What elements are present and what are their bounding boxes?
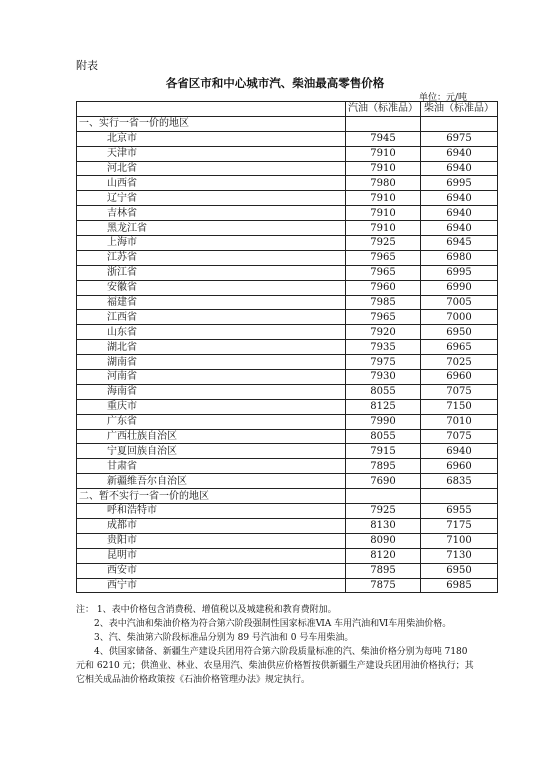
gasoline-price: 7925 xyxy=(346,236,421,251)
table-row xyxy=(77,444,498,459)
note-1: 注： 1、表中价格包含消费税、增值税以及城建税和教育费附加。 xyxy=(76,605,337,615)
diesel-price: 6955 xyxy=(421,504,498,519)
region-name: 重庆市 xyxy=(77,399,346,414)
table-row xyxy=(77,355,498,370)
diesel-price: 6940 xyxy=(421,191,498,206)
diesel-price: 6960 xyxy=(421,370,498,385)
table-row xyxy=(77,221,498,236)
region-name: 广西壮族自治区 xyxy=(77,429,346,444)
table-row xyxy=(77,518,498,533)
diesel-price: 7130 xyxy=(421,548,498,563)
region-name: 西安市 xyxy=(77,563,346,578)
table-row xyxy=(77,399,498,414)
diesel-price: 7010 xyxy=(421,414,498,429)
region-name: 宁夏回族自治区 xyxy=(77,444,346,459)
note-3: 3、汽、柴油第六阶段标准品分别为 89 号汽油和 0 号车用柴油。 xyxy=(94,633,354,643)
table-row xyxy=(77,414,498,429)
region-name: 北京市 xyxy=(77,131,346,146)
table-row xyxy=(77,295,498,310)
table-row xyxy=(77,191,498,206)
table-row xyxy=(77,429,498,444)
region-name: 新疆维吾尔自治区 xyxy=(77,474,346,489)
region-name: 广东省 xyxy=(77,414,346,429)
table-row xyxy=(77,310,498,325)
diesel-price: 6940 xyxy=(421,221,498,236)
table-row xyxy=(77,370,498,385)
table-row xyxy=(77,250,498,265)
region-name: 河北省 xyxy=(77,161,346,176)
region-name: 黑龙江省 xyxy=(77,221,346,236)
region-name: 河南省 xyxy=(77,370,346,385)
gasoline-price: 7980 xyxy=(346,176,421,191)
gasoline-price: 7910 xyxy=(346,146,421,161)
diesel-price: 6975 xyxy=(421,131,498,146)
region-name: 辽宁省 xyxy=(77,191,346,206)
table-row xyxy=(77,131,498,146)
table-row xyxy=(77,459,498,474)
diesel-price: 6940 xyxy=(421,444,498,459)
table-row xyxy=(77,146,498,161)
gasoline-price: 8055 xyxy=(346,429,421,444)
table-row xyxy=(77,236,498,251)
note-2: 2、表中汽油和柴油价格为符合第六阶段强制性国家标准ⅥA 车用汽油和Ⅵ车用柴油价格。 xyxy=(94,619,452,629)
region-name: 湖北省 xyxy=(77,340,346,355)
diesel-price: 6985 xyxy=(421,578,498,593)
gasoline-price: 7895 xyxy=(346,459,421,474)
table-row xyxy=(77,504,498,519)
region-name: 山西省 xyxy=(77,176,346,191)
gasoline-price: 7910 xyxy=(346,191,421,206)
diesel-price: 6940 xyxy=(421,161,498,176)
attachment-label: 附表 xyxy=(76,59,98,72)
gasoline-price: 8090 xyxy=(346,533,421,548)
price-table xyxy=(76,101,498,593)
diesel-price: 6960 xyxy=(421,459,498,474)
diesel-price: 7100 xyxy=(421,533,498,548)
diesel-price: 7005 xyxy=(421,295,498,310)
gasoline-price: 7960 xyxy=(346,280,421,295)
table-row xyxy=(77,206,498,221)
unit-label: 单位：元/吨 xyxy=(419,93,468,103)
gasoline-price: 7935 xyxy=(346,340,421,355)
gasoline-price: 7895 xyxy=(346,563,421,578)
diesel-price: 6965 xyxy=(421,340,498,355)
table-row xyxy=(77,161,498,176)
region-name: 成都市 xyxy=(77,518,346,533)
page-title: 各省区市和中心城市汽、柴油最高零售价格 xyxy=(165,76,385,90)
diesel-price: 6995 xyxy=(421,265,498,280)
section-title: 一、实行一省一价的地区 xyxy=(77,116,346,131)
section-title: 二、暂不实行一省一价的地区 xyxy=(77,489,346,504)
section-blank-cell xyxy=(421,489,498,504)
gasoline-price: 7965 xyxy=(346,310,421,325)
gasoline-price: 8125 xyxy=(346,399,421,414)
gasoline-price: 7985 xyxy=(346,295,421,310)
diesel-price: 6990 xyxy=(421,280,498,295)
table-row xyxy=(77,563,498,578)
table-row xyxy=(77,176,498,191)
table-row xyxy=(77,533,498,548)
region-name: 贵阳市 xyxy=(77,533,346,548)
table-header-row xyxy=(77,102,498,117)
table-row xyxy=(77,280,498,295)
gasoline-price: 7915 xyxy=(346,444,421,459)
gasoline-price: 7965 xyxy=(346,265,421,280)
gasoline-price: 7975 xyxy=(346,355,421,370)
region-name: 昆明市 xyxy=(77,548,346,563)
region-name: 福建省 xyxy=(77,295,346,310)
table-row xyxy=(77,384,498,399)
gasoline-price: 8130 xyxy=(346,518,421,533)
section-blank-cell xyxy=(346,116,421,131)
region-name: 安徽省 xyxy=(77,280,346,295)
section-blank-cell xyxy=(421,116,498,131)
note-4: 4、供国家储备、新疆生产建设兵团用符合第六阶段质量标准的汽、柴油价格分别为每吨 7180 元和 6210 元；供渔业、林业、农垦用汽、柴油供应价格暂按供新疆生产建设兵团用油价格执行；其它相关成品油价格政策按《石油价格管理办法》规定执行。 xyxy=(76,647,474,685)
diesel-price: 7175 xyxy=(421,518,498,533)
gasoline-price: 7910 xyxy=(346,161,421,176)
gasoline-price: 7965 xyxy=(346,250,421,265)
region-name: 上海市 xyxy=(77,236,346,251)
gasoline-price: 7690 xyxy=(346,474,421,489)
region-name: 江苏省 xyxy=(77,250,346,265)
table-row xyxy=(77,474,498,489)
diesel-price: 7000 xyxy=(421,310,498,325)
gasoline-price: 8120 xyxy=(346,548,421,563)
header-blank-cell xyxy=(77,102,346,117)
gasoline-price: 7920 xyxy=(346,325,421,340)
column-header-diesel: 柴油（标准品） xyxy=(421,102,498,117)
gasoline-price: 7945 xyxy=(346,131,421,146)
section-blank-cell xyxy=(346,489,421,504)
diesel-price: 6995 xyxy=(421,176,498,191)
gasoline-price: 7990 xyxy=(346,414,421,429)
table-row xyxy=(77,265,498,280)
gasoline-price: 7910 xyxy=(346,206,421,221)
diesel-price: 7075 xyxy=(421,384,498,399)
gasoline-price: 7910 xyxy=(346,221,421,236)
region-name: 湖南省 xyxy=(77,355,346,370)
section-row xyxy=(77,116,498,131)
region-name: 海南省 xyxy=(77,384,346,399)
table-row xyxy=(77,548,498,563)
diesel-price: 6835 xyxy=(421,474,498,489)
diesel-price: 6940 xyxy=(421,146,498,161)
table-row xyxy=(77,578,498,593)
region-name: 山东省 xyxy=(77,325,346,340)
table-row xyxy=(77,340,498,355)
region-name: 甘肃省 xyxy=(77,459,346,474)
region-name: 江西省 xyxy=(77,310,346,325)
region-name: 呼和浩特市 xyxy=(77,504,346,519)
diesel-price: 6945 xyxy=(421,236,498,251)
gasoline-price: 8055 xyxy=(346,384,421,399)
region-name: 浙江省 xyxy=(77,265,346,280)
region-name: 西宁市 xyxy=(77,578,346,593)
gasoline-price: 7875 xyxy=(346,578,421,593)
diesel-price: 7075 xyxy=(421,429,498,444)
gasoline-price: 7930 xyxy=(346,370,421,385)
region-name: 天津市 xyxy=(77,146,346,161)
region-name: 吉林省 xyxy=(77,206,346,221)
section-row xyxy=(77,489,498,504)
diesel-price: 6950 xyxy=(421,563,498,578)
diesel-price: 7025 xyxy=(421,355,498,370)
column-header-gasoline: 汽油（标准品） xyxy=(346,102,421,117)
gasoline-price: 7925 xyxy=(346,504,421,519)
table-row xyxy=(77,325,498,340)
diesel-price: 6980 xyxy=(421,250,498,265)
diesel-price: 6950 xyxy=(421,325,498,340)
diesel-price: 6940 xyxy=(421,206,498,221)
notes xyxy=(76,603,474,687)
diesel-price: 7150 xyxy=(421,399,498,414)
